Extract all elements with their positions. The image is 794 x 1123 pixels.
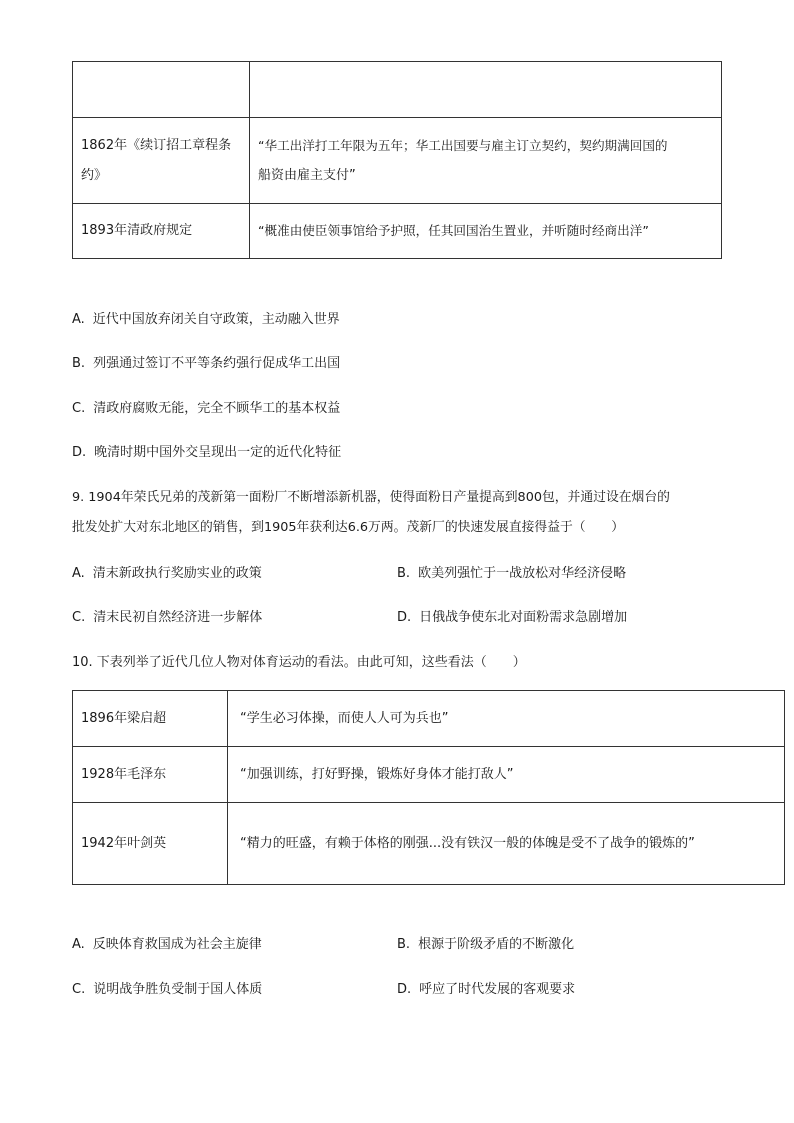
option-label: A.: [72, 937, 85, 952]
table-cell: [250, 62, 722, 118]
cell-line: 约》: [81, 167, 108, 183]
option-text: 清末新政执行奖励实业的政策: [92, 566, 262, 581]
question-9-line-1: 9. 1904年荣氏兄弟的茂新第一面粉厂不断增添新机器，使得面粉日产量提高到800包，并通过设在烟台的: [72, 490, 670, 505]
option-c: [72, 399, 340, 419]
option-c: [72, 608, 262, 628]
table-row: [73, 803, 785, 885]
option-label: C.: [72, 982, 86, 997]
option-label: D.: [397, 982, 412, 997]
option-label: A.: [72, 566, 85, 581]
question-9-line-2: 批发处扩大对东北地区的销售，到1905年获利达6.6万两。茂新厂的快速发展直接得益于（ ）: [72, 520, 624, 535]
table-cell: “加强训练，打好野操，锻炼好身体才能打敌人”: [228, 747, 785, 803]
table-cell: “精力的旺盛，有赖于体格的刚强...没有铁汉一般的体魄是受不了战争的锻炼的”: [228, 803, 785, 885]
option-d: [72, 443, 341, 463]
option-b: [397, 564, 626, 584]
cell-line: “华工出洋打工年限为五年；华工出国要与雇主订立契约，契约期满回国的: [258, 137, 668, 153]
option-text: 呼应了时代发展的客观要求: [419, 982, 576, 997]
table-cell: 1942年叶剑英: [73, 803, 228, 885]
option-text: 反映体育救国成为社会主旋律: [92, 937, 262, 952]
table-cell: “概准由使臣领事馆给予护照，任其回国治生置业，并听随时经商出洋”: [250, 204, 722, 259]
table-cell: “学生必习体操，而使人人可为兵也”: [228, 691, 785, 747]
option-a: [72, 935, 262, 955]
option-d: [397, 608, 627, 628]
option-a: [72, 564, 262, 584]
table-cell: 1928年毛泽东: [73, 747, 228, 803]
option-a: [72, 310, 340, 330]
option-label: C.: [72, 610, 86, 625]
table-row: [73, 204, 722, 259]
option-c: [72, 980, 262, 1000]
option-label: A.: [72, 312, 85, 327]
option-label: D.: [72, 445, 87, 460]
option-text: 根源于阶级矛盾的不断激化: [418, 937, 575, 952]
table-cell: [250, 118, 722, 204]
table-cell: [73, 62, 250, 118]
option-text: 列强通过签订不平等条约强行促成华工出国: [93, 356, 341, 371]
option-text: 清末民初自然经济进一步解体: [93, 610, 263, 625]
option-text: 清政府腐败无能，完全不顾华工的基本权益: [93, 401, 341, 416]
table-cell: 1893年清政府规定: [73, 204, 250, 259]
option-label: B.: [397, 937, 411, 952]
table-row: [73, 691, 785, 747]
option-label: D.: [397, 610, 412, 625]
policy-table: [72, 61, 722, 259]
table-row: [73, 747, 785, 803]
question-10-stem: 10. 下表列举了近代几位人物对体育运动的看法。由此可知，这些看法（ ）: [72, 655, 526, 670]
sports-views-table: [72, 690, 785, 885]
option-label: B.: [397, 566, 411, 581]
option-label: B.: [72, 356, 86, 371]
option-text: 晚清时期中国外交呈现出一定的近代化特征: [94, 445, 342, 460]
cell-line: 船资由雇主支付”: [258, 167, 356, 183]
option-text: 欧美列强忙于一战放松对华经济侵略: [418, 566, 627, 581]
table-cell: 1896年梁启超: [73, 691, 228, 747]
option-text: 日俄战争使东北对面粉需求急剧增加: [419, 610, 628, 625]
option-text: 说明战争胜负受制于国人体质: [93, 982, 263, 997]
option-text: 近代中国放弃闭关自守政策，主动融入世界: [92, 312, 340, 327]
table-cell: [73, 118, 250, 204]
table-row: [73, 62, 722, 118]
option-b: [72, 354, 340, 374]
option-b: [397, 935, 574, 955]
cell-line: 1862年《续订招工章程条: [81, 137, 232, 153]
table-row: [73, 118, 722, 204]
option-d: [397, 980, 575, 1000]
option-label: C.: [72, 401, 86, 416]
